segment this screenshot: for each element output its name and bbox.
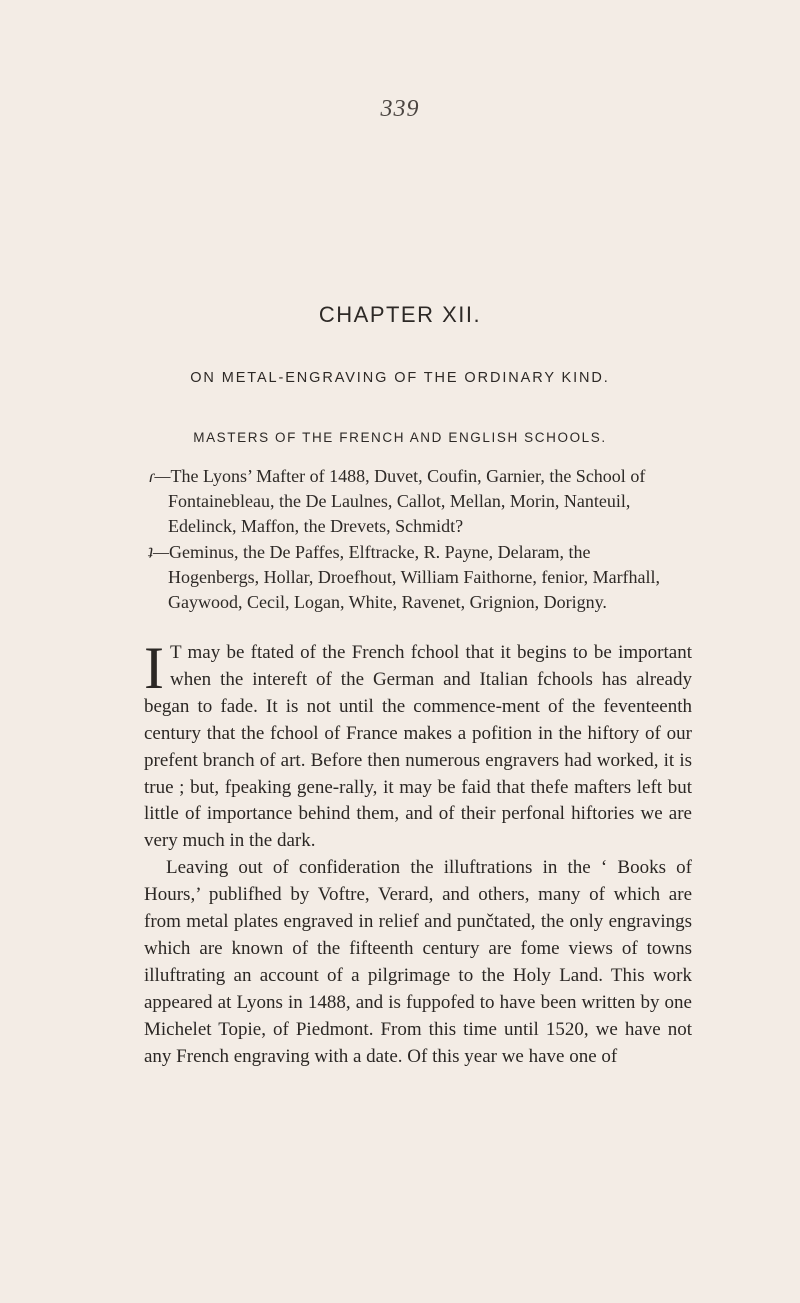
body-text [144,635,692,1071]
chapter-title: CHAPTER XII. [318,302,482,327]
summary-mark: ʇ— [148,542,170,562]
summary-english-school [148,540,678,615]
body-paragraph: Leaving out of confideration the illuftrations in the ‘ Books of Hours,’ publifhed by Voftre, Verard, and others, many of which are from metal plates engraved in relief and punčtated, the only engravings which are known of the fifteenth century are fome views of towns illuftrating an account of a pilgrimage to the Holy Land. This work appeared at Lyons in 1488, and is fuppofed to have been written by one Michelet Topie, of Piedmont. From this time until 1520, we have not any French engraving with a date. Of this year we have one of [144,857,692,1067]
body-paragraph: IT may be ftated of the French fchool that it begins to be important when the intereft of the German and Italian fchools has already began to fade. It is not until the commence-ment of the feventeenth century that the fchool of France makes a pofition in the hiftory of our prefent branch of art. Before then numerous engravers had worked, it is true ; but, fpeaking gene-rally, it may be faid that thefe mafters left but little of importance behind them, and of their perfonal hiftories we are very much in the dark. [144,635,692,852]
chapter-subtitle: ON METAL-ENGRAVING OF THE ORDINARY KIND. [190,370,610,386]
page-number: 339 [380,96,420,122]
summary-mark: ɾ— [148,466,171,486]
summary-french-school [148,464,678,539]
summary-text: Geminus, the De Paffes, Elftracke, R. Payne, Delaram, the Hogenbergs, Hollar, Droefhout, William Faithorne, fenior, Marfhall, Gaywood, Cecil, Logan, White, Ravenet, Grignion, Dorigny. [168,542,661,612]
summary-text: The Lyons’ Mafter of 1488, Duvet, Coufin, Garnier, the School of Fontainebleau, the De Laulnes, Callot, Mellan, Morin, Nanteuil, Edelinck, Maffon, the Drevets, Schmidt? [168,466,646,536]
section-heading: MASTERS OF THE FRENCH AND ENGLISH SCHOOLS. [193,430,607,445]
